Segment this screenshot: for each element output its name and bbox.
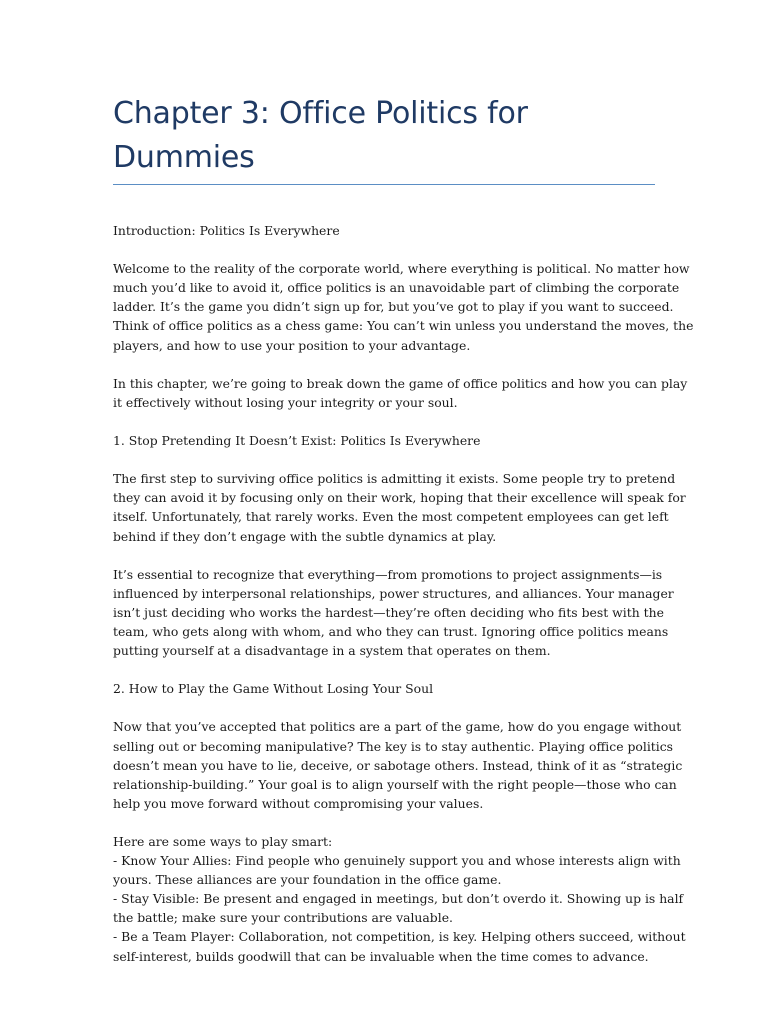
paragraph	[113, 221, 655, 240]
paragraph	[113, 431, 655, 450]
text-line: isn’t just deciding who works the hardest—they’re often deciding who fits best with the	[113, 604, 664, 620]
text-line: ladder. It’s the game you didn’t sign up for, but you’ve got to play if you want to succeed.	[113, 299, 674, 315]
paragraph	[113, 832, 686, 966]
text-line: 2. How to Play the Game Without Losing Your Soul	[113, 681, 434, 697]
text-line: self-interest, builds goodwill that can be invaluable when the time comes to advance.	[113, 948, 649, 964]
text-line: much you’d like to avoid it, office politics is an unavoidable part of climbing the corporate	[113, 280, 680, 296]
text-line: Introduction: Politics Is Everywhere	[113, 223, 340, 238]
text-line: Think of office politics as a chess game: You can’t win unless you understand the moves, the	[113, 318, 694, 334]
text-line: Welcome to the reality of the corporate world, where everything is political. No matter how	[113, 261, 690, 277]
text-line: they can avoid it by focusing only on their work, hoping that their excellence will speak for	[113, 490, 686, 506]
text-line: putting yourself at a disadvantage in a system that operates on them.	[113, 643, 551, 659]
paragraph	[113, 565, 674, 660]
text-line: it effectively without losing your integrity or your soul.	[113, 394, 458, 410]
text-line: the battle; make sure your contributions are valuable.	[113, 910, 453, 926]
text-line: 1. Stop Pretending It Doesn’t Exist: Politics Is Everywhere	[113, 433, 481, 449]
paragraph	[113, 259, 694, 354]
chapter-title: Chapter 3: Office Politics for Dummies	[113, 96, 528, 175]
text-line: selling out or becoming manipulative? The key is to stay authentic. Playing office politics	[113, 738, 674, 754]
text-line: The first step to surviving office politics is admitting it exists. Some people try to pretend	[113, 471, 676, 487]
text-line: In this chapter, we’re going to break down the game of office politics and how you can play	[113, 375, 688, 391]
document-page	[113, 92, 694, 985]
text-line: It’s essential to recognize that everything—from promotions to project assignments—is	[113, 566, 663, 582]
paragraph	[113, 717, 683, 812]
paragraph	[113, 374, 688, 412]
text-line: influenced by interpersonal relationships, power structures, and alliances. Your manager	[113, 585, 674, 601]
text-line: doesn’t mean you have to lie, deceive, or sabotage others. Instead, think of it as “strategic	[113, 757, 683, 773]
text-line: Here are some ways to play smart:	[113, 834, 333, 849]
text-line: Now that you’ve accepted that politics are a part of the game, how do you engage without	[113, 719, 682, 735]
text-line: yours. These alliances are your foundation in the office game.	[113, 872, 502, 888]
text-line: - Be a Team Player: Collaboration, not competition, is key. Helping others succeed, without	[113, 929, 686, 945]
paragraph	[113, 469, 686, 545]
text-line: - Stay Visible: Be present and engaged in meetings, but don’t overdo it. Showing up is half	[113, 891, 684, 907]
text-line: players, and how to use your position to your advantage.	[113, 337, 471, 353]
text-line: help you move forward without compromising your values.	[113, 795, 484, 811]
text-line: relationship-building.” Your goal is to align yourself with the right people—those who can	[113, 776, 677, 792]
document-body	[113, 221, 694, 966]
title-underline	[113, 184, 655, 185]
text-line: team, who gets along with whom, and who they can trust. Ignoring office politics means	[113, 623, 669, 639]
text-line: behind if they don’t engage with the subtle dynamics at play.	[113, 528, 497, 544]
text-line: itself. Unfortunately, that rarely works. Even the most competent employees can get left	[113, 509, 669, 525]
text-line: - Know Your Allies: Find people who genuinely support you and whose interests align with	[113, 853, 681, 869]
paragraph	[113, 679, 655, 698]
